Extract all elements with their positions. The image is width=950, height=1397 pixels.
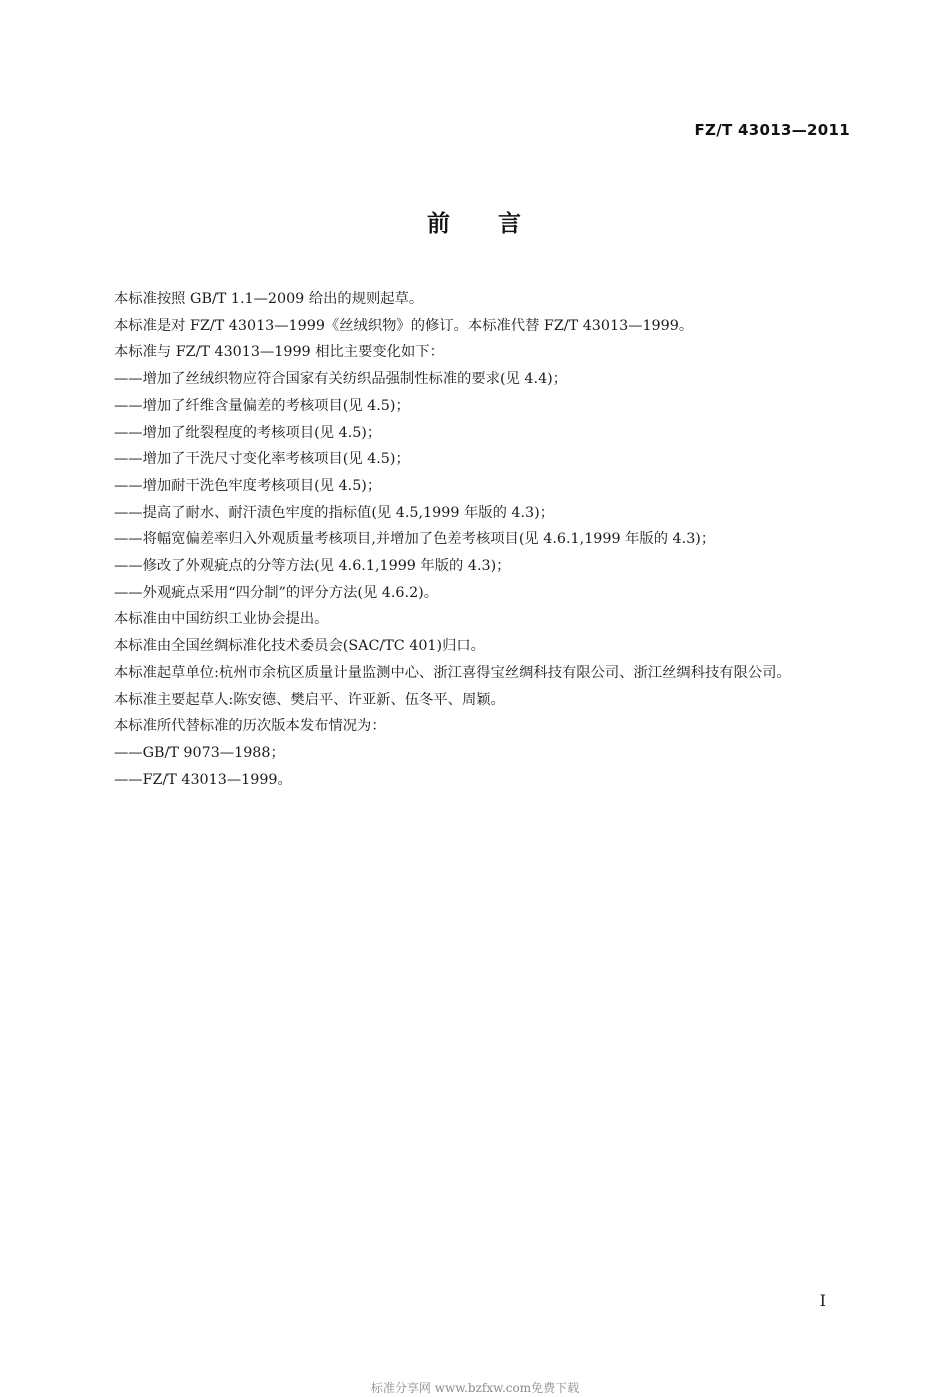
change-item: ——增加了干洗尺寸变化率考核项目(见 4.5)； [114, 451, 410, 468]
page-title-char-1: 前 [427, 211, 452, 237]
paragraph-proposer: 本标准由中国纺织工业协会提出。 [114, 611, 329, 628]
paragraph-revision: 本标准是对 FZ/T 43013—1999《丝绒织物》的修订。本标准代替 FZ/T 43013—1999。 [114, 317, 694, 334]
page-title [0, 205, 950, 238]
change-item: ——增加了纰裂程度的考核项目(见 4.5)； [114, 424, 382, 441]
paragraph-centralized: 本标准由全国丝绸标准化技术委员会(SAC/TC 401)归口。 [114, 638, 485, 655]
change-item: ——增加了纤维含量偏差的考核项目(见 4.5)； [114, 397, 410, 414]
paragraph-drafting-rules: 本标准按照 GB/T 1.1—2009 给出的规则起草。 [114, 291, 424, 307]
standard-number: FZ/T 43013—2011 [694, 121, 850, 139]
change-item: ——外观疵点采用“四分制”的评分方法(见 4.6.2)。 [114, 584, 439, 601]
change-item: ——将幅宽偏差率归入外观质量考核项目,并增加了色差考核项目(见 4.6.1,1999 年版的 4.3)； [114, 531, 716, 548]
change-item: ——增加耐干洗色牢度考核项目(见 4.5)； [114, 477, 382, 494]
change-item: ——增加了丝绒织物应符合国家有关纺织品强制性标准的要求(见 4.4)； [114, 371, 568, 388]
foreword-body [81, 286, 853, 793]
paragraph-changes-intro: 本标准与 FZ/T 43013—1999 相比主要变化如下： [114, 344, 444, 361]
page-title-char-2: 言 [498, 211, 523, 237]
footer-watermark: 标准分享网 www.bzfxw.com免费下载 [370, 1381, 580, 1395]
change-item: ——提高了耐水、耐汗渍色牢度的指标值(见 4.5,1999 年版的 4.3)； [114, 504, 555, 521]
paragraph-drafting-units: 本标准起草单位:杭州市余杭区质量计量监测中心、浙江喜得宝丝绸科技有限公司、浙江丝绸科技有限公司。 [114, 664, 791, 681]
paragraph-history-intro: 本标准所代替标准的历次版本发布情况为： [114, 718, 386, 735]
change-item: ——修改了外观疵点的分等方法(见 4.6.1,1999 年版的 4.3)； [114, 558, 511, 575]
history-item: ——FZ/T 43013—1999。 [114, 771, 292, 788]
page-number: I [819, 1291, 826, 1310]
history-item: ——GB/T 9073—1988； [114, 744, 285, 761]
paragraph-drafters: 本标准主要起草人:陈安德、樊启平、许亚新、伍冬平、周颖。 [114, 691, 505, 708]
